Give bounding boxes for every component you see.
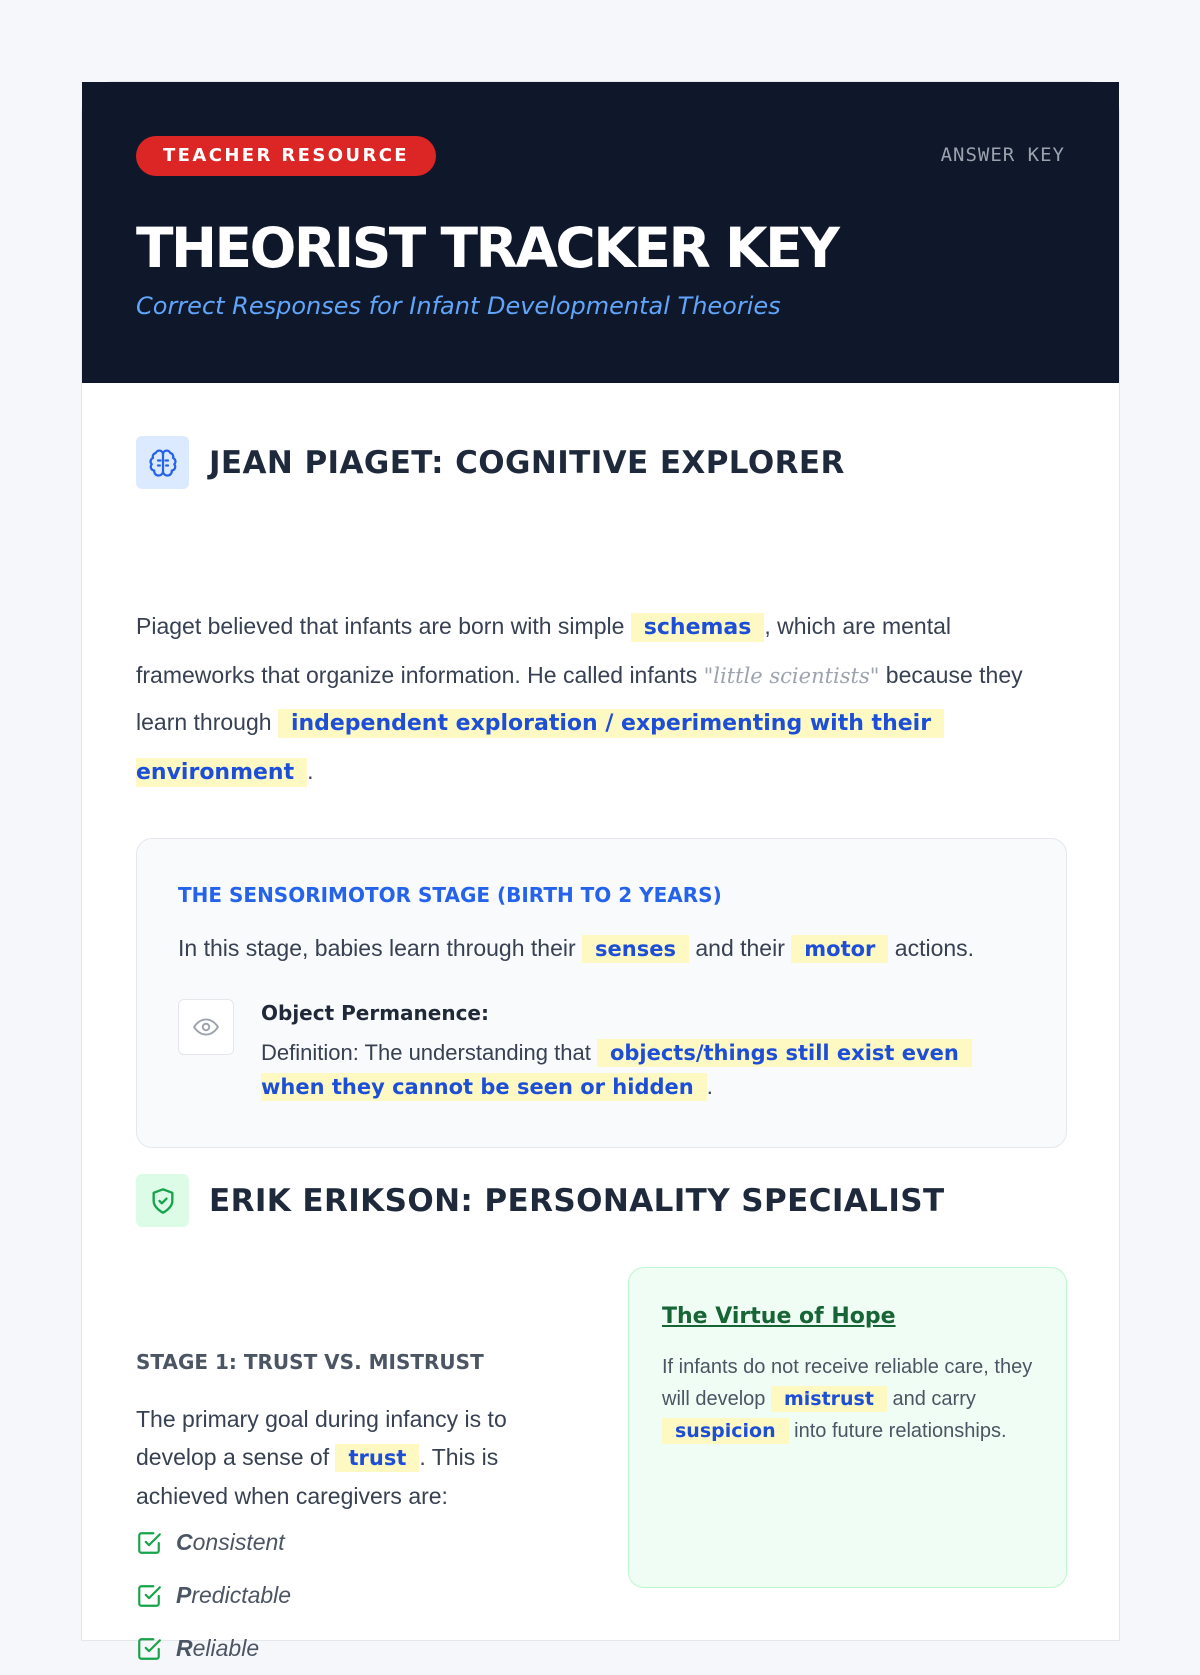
quality-rest: redictable [191, 1582, 292, 1608]
brain-icon [136, 436, 189, 489]
sensorimotor-title: THE SENSORIMOTOR STAGE (BIRTH TO 2 YEARS) [178, 883, 722, 907]
stage-text: In this stage, babies learn through their [178, 935, 583, 961]
trust-stage-title: STAGE 1: TRUST VS. MISTRUST [136, 1350, 484, 1374]
erikson-text: . This is achieved when caregivers are: [136, 1444, 499, 1509]
answer-motor: motor [791, 935, 888, 963]
definition-text: Definition: The understanding that [261, 1040, 597, 1065]
shield-check-icon [136, 1174, 189, 1227]
quality-initial: R [176, 1635, 193, 1661]
quality-initial: P [176, 1582, 192, 1608]
quality-initial: C [176, 1529, 193, 1555]
page-subtitle: Correct Responses for Infant Developmental Theories [136, 292, 781, 320]
piaget-text: , which are mental frameworks that organize information. He called infants [136, 613, 952, 688]
hope-text [662, 1351, 1033, 1447]
stage-text: actions. [888, 935, 975, 961]
worksheet-card [81, 81, 1120, 1661]
sensorimotor-stage-box [136, 838, 1067, 1148]
object-permanence-title: Object Permanence: [261, 1001, 489, 1025]
definition-text: . [706, 1074, 713, 1099]
hope-copy: into future relationships. [788, 1420, 1007, 1442]
eye-icon [178, 999, 234, 1055]
check-square-icon [136, 1636, 162, 1662]
hope-copy: and carry [886, 1388, 976, 1410]
piaget-text: . [307, 757, 314, 784]
list-item [136, 1569, 291, 1622]
answer-exploration: independent exploration / experimenting with their [278, 709, 944, 738]
list-item [136, 1622, 291, 1675]
piaget-paragraph [136, 603, 1056, 796]
piaget-section-header [136, 436, 845, 489]
header [82, 82, 1119, 383]
answer-trust: trust [335, 1444, 419, 1472]
page-title: THEORIST TRACKER KEY [136, 216, 838, 280]
answer-suspicion: suspicion [662, 1418, 789, 1444]
answer-mistrust: mistrust [771, 1386, 887, 1412]
quality-label [176, 1635, 259, 1662]
quality-rest: onsistent [192, 1529, 285, 1555]
erikson-section-header [136, 1174, 945, 1227]
caregiver-qualities-list [136, 1516, 291, 1675]
sensorimotor-line [178, 935, 974, 962]
piaget-text: Piaget believed that infants are born with simple [136, 613, 631, 639]
teacher-resource-badge: TEACHER RESOURCE [136, 136, 436, 176]
answer-exploration-cont: environment [136, 758, 307, 787]
check-square-icon [136, 1530, 162, 1556]
virtue-of-hope-box [628, 1267, 1067, 1588]
answer-key-label: ANSWER KEY [940, 144, 1065, 166]
hope-title: The Virtue of Hope [662, 1304, 896, 1329]
quality-rest: eliable [192, 1635, 260, 1661]
answer-object-permanence: objects/things still exist even [597, 1039, 972, 1067]
piaget-text: because they learn through [136, 661, 1023, 735]
hope-copy: If infants do not receive reliable care, they will develop [662, 1356, 1033, 1410]
check-square-icon [136, 1583, 162, 1609]
erikson-paragraph [136, 1400, 576, 1515]
erikson-title: ERIK ERIKSON: PERSONALITY SPECIALIST [209, 1182, 945, 1219]
piaget-title: JEAN PIAGET: COGNITIVE EXPLORER [209, 444, 845, 481]
answer-object-permanence-cont: when they cannot be seen or hidden [261, 1073, 707, 1101]
quality-label [176, 1582, 291, 1609]
stage-text: and their [688, 935, 792, 961]
erikson-text: The primary goal during infancy is to develop a sense of [136, 1406, 507, 1470]
quality-label [176, 1529, 285, 1556]
answer-schemas: schemas [631, 613, 765, 642]
little-scientists-quote: "little scientists" [703, 663, 880, 688]
answer-senses: senses [582, 935, 689, 963]
object-permanence-definition [261, 1036, 1021, 1104]
list-item [136, 1516, 291, 1569]
